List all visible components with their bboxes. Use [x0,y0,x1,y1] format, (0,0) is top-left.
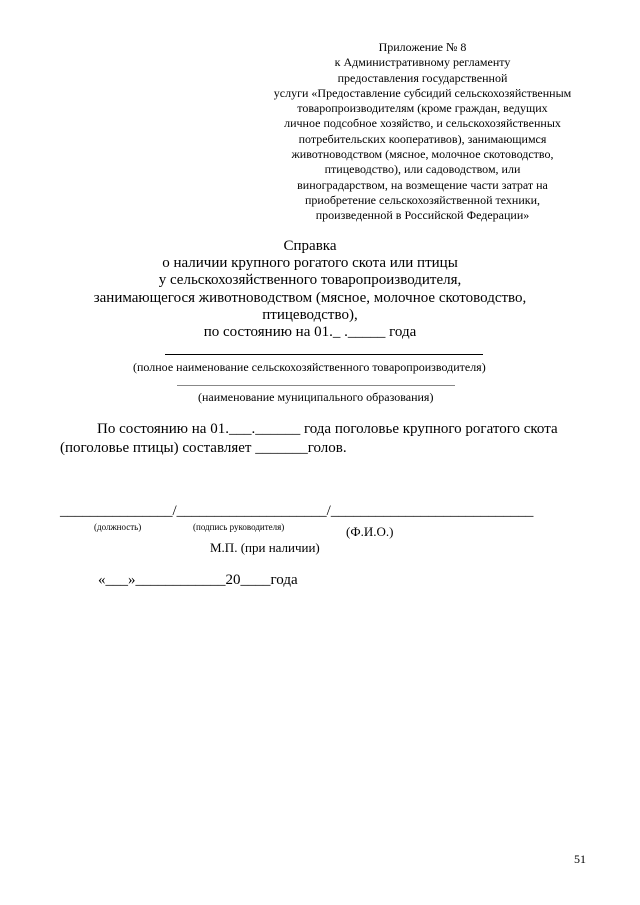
appendix-line: предоставления государственной [337,70,508,85]
stamp-caption: М.П. (при наличии) [210,540,320,555]
producer-name-field[interactable] [165,354,483,355]
appendix-line: услуги «Предоставление субсидий сельскохозяйственным [273,85,572,100]
appendix-line: потребительских кооперативов), занимающимся [298,131,547,146]
appendix-line: товаропроизводителям (кроме граждан, ведущих [297,101,548,116]
signature-row[interactable]: _______________/____________________/___________________________ [60,503,534,519]
title-line: у сельскохозяйственного товаропроизводителя, [158,272,462,289]
appendix-line: произведенной в Российской Федерации» [315,208,530,223]
appendix-line: Приложение № 8 [378,40,467,54]
statement-paragraph [60,420,590,458]
title-line: занимающегося животноводством (мясное, молочное скотоводство, [93,289,527,306]
appendix-line: виноградарством, на возмещение части затрат на [297,177,548,192]
appendix-line: личное подсобное хозяйство, и сельскохозяйственных [284,116,561,131]
date-field[interactable]: «___»____________20____года [98,572,298,588]
appendix-line: к Административному регламенту [334,55,511,70]
producer-name-caption: (полное наименование сельскохозяйственного товаропроизводителя) [133,360,486,374]
title-line: по состоянию на 01._ ._____ года [203,324,417,341]
statement-line: По состоянию на 01.___.______ года поголовье крупного рогатого скота [97,421,558,437]
page-number: 51 [574,852,586,866]
appendix-line: животноводством (мясное, молочное скотоводство, [291,147,554,162]
title-line: птицеводство), [262,306,358,323]
appendix-header [250,40,595,224]
appendix-line: птицеводство), или садоводством, или [324,162,521,177]
title-line: Справка [283,238,337,254]
signature-caption: (подпись руководителя) [193,522,285,532]
appendix-line: приобретение сельскохозяйственной техники, [304,192,540,207]
title-line: о наличии крупного рогатого скота или птицы [162,255,458,272]
name-caption: (Ф.И.О.) [346,524,394,539]
position-caption: (должность) [94,522,142,532]
document-title [90,238,530,341]
municipality-caption: (наименование муниципального образования) [198,390,434,404]
municipality-field[interactable] [177,385,455,386]
statement-line: (поголовье птицы) составляет _______голов. [60,440,347,456]
